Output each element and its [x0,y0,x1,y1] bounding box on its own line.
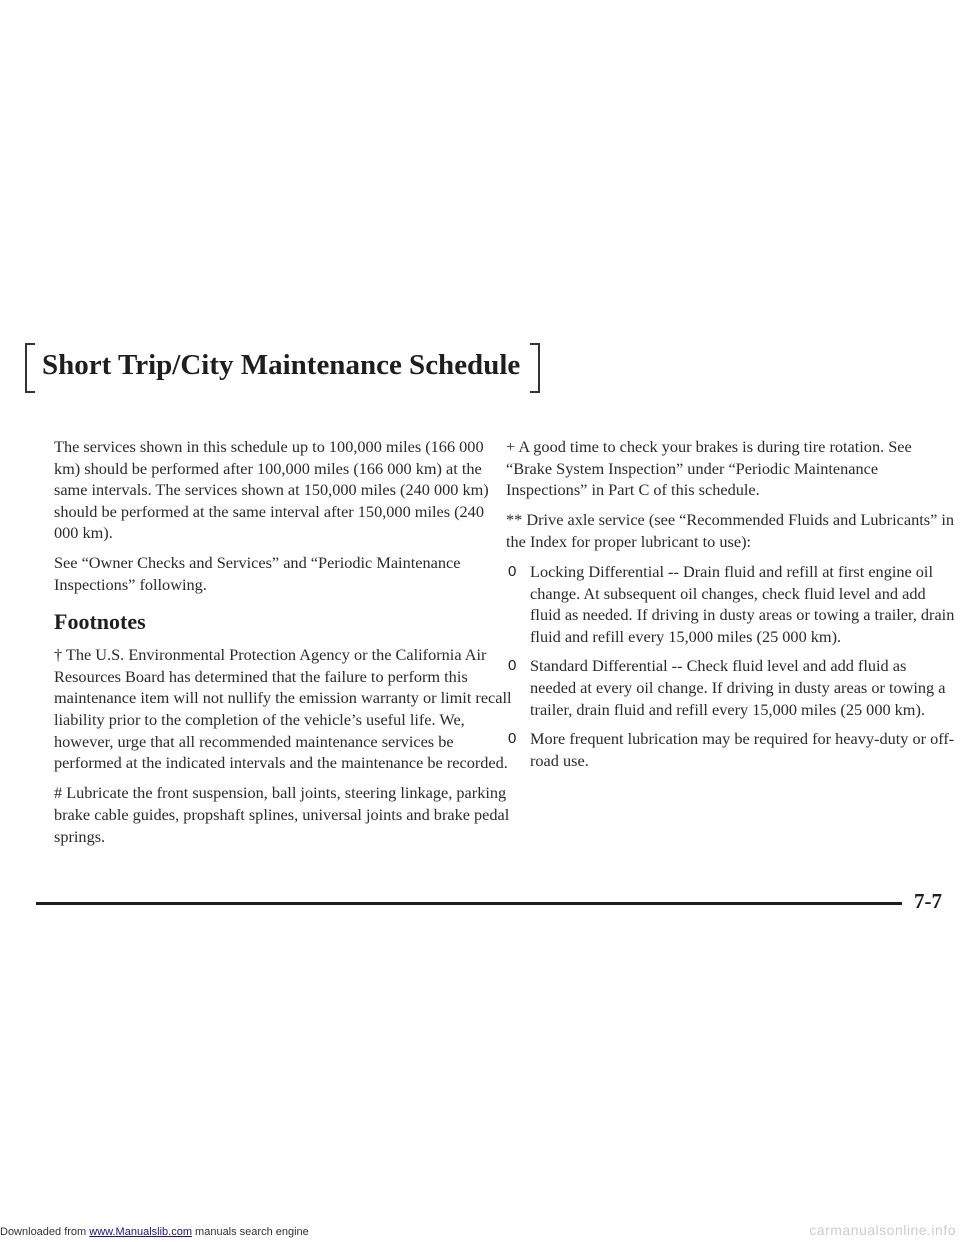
right-column [506,436,956,779]
see-paragraph: See “Owner Checks and Services” and “Periodic Maintenance Inspections” following. [54,553,461,595]
bullet-text: More frequent lubrication may be required for heavy-duty or off-road use. [530,729,955,770]
bullet-icon: 0 [508,730,517,748]
hash-footnote: # Lubricate the front suspension, ball joints, steering linkage, parking brake cable guides, propshaft splines, universal joints and brake pedal springs. [54,783,510,846]
drive-axle-bullet-list [506,561,956,771]
page-title: Short Trip/City Maintenance Schedule [42,349,521,381]
list-item [506,561,956,647]
dagger-footnote: † The U.S. Environmental Protection Agency or the California Air Resources Board has determined that the failure to perform this maintenance item will not nullify the emission warranty or limit recall liability prior to the completion of the vehicle’s useful life. We, however, urge that all recommended maintenance services be performed at the indicated intervals and the maintenance be recorded. [54,645,512,773]
title-box [25,343,540,393]
bullet-icon: 0 [508,657,517,675]
page-number: 7-7 [914,889,942,913]
plus-footnote: + A good time to check your brakes is during tire rotation. See “Brake System Inspection” under “Periodic Maintenance Inspections” in Part C of this schedule. [506,437,912,500]
double-star-footnote: ** Drive axle service (see “Recommended Fluids and Lubricants” in the Index for proper lubricant to use): [506,510,955,551]
watermark: carmanualsonline.info [809,1222,956,1238]
left-column [54,436,512,856]
bullet-icon: 0 [508,562,517,580]
intro-paragraph: The services shown in this schedule up to 100,000 miles (166 000 km) should be performed after 100,000 miles (166 000 km) at the same intervals. The services shown at 150,000 miles (240 000 km) should be performed at the same interval after 150,000 miles (240 000 km). [54,437,489,543]
footnotes-heading: Footnotes [54,608,146,634]
manualslib-link[interactable]: www.Manualslib.com [89,1226,192,1238]
bullet-text: Locking Differential -- Drain fluid and refill at first engine oil change. At subsequent oil changes, check fluid level and add fluid as needed. If driving in dusty areas or towing a trailer, drain fluid and refill every 15,000 miles (25 000 km). [530,561,955,646]
bullet-text: Standard Differential -- Check fluid level and add fluid as needed at every oil change. If driving in dusty areas or towing a trailer, drain fluid and refill every 15,000 miles (25 000 km). [530,656,946,719]
list-item [506,655,956,720]
list-item [506,728,956,771]
page-divider [36,902,902,905]
footer-prefix: Downloaded from [0,1226,87,1238]
footer-suffix: manuals search engine [195,1226,309,1238]
footer-credit [0,1226,309,1238]
